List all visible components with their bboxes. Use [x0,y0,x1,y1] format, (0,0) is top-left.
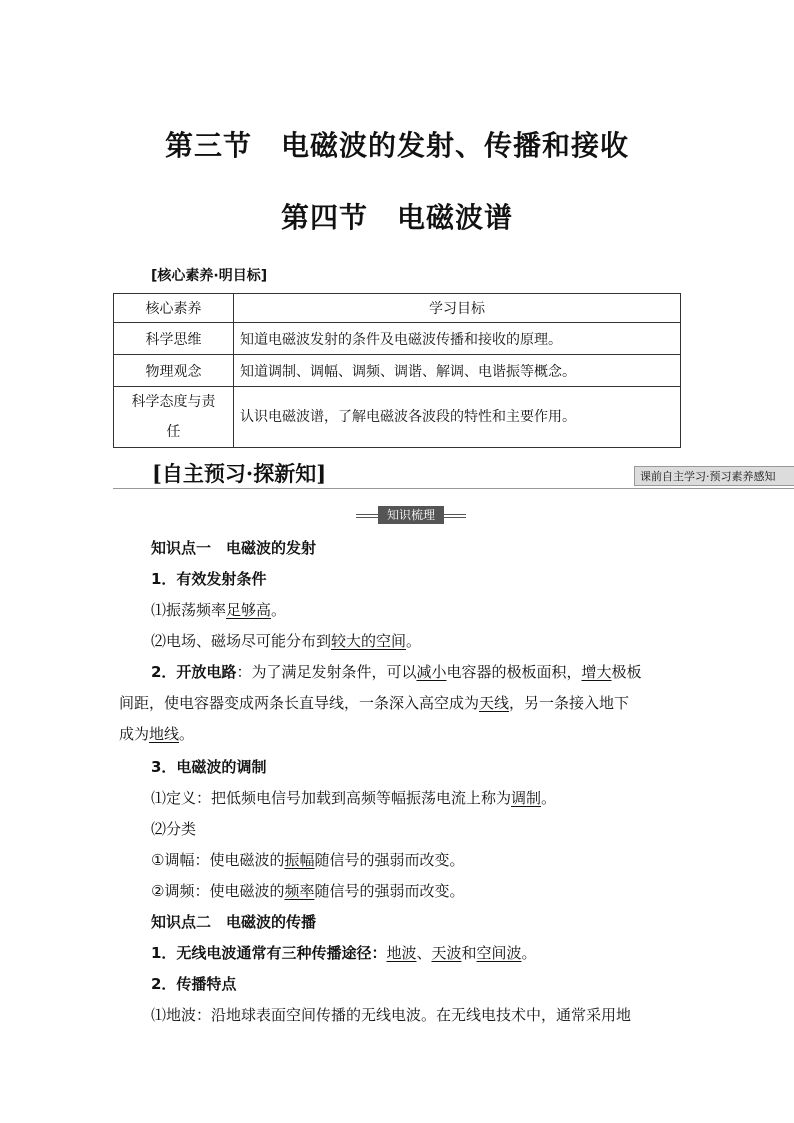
text-line [151,880,464,901]
text-span: ①调幅：使电磁波的 [151,851,285,869]
text-line [119,723,679,744]
text-line [151,661,642,682]
text-span: 随信号的强弱而改变。 [314,882,465,900]
chapter-title-section-4: 第四节 电磁波谱 [280,201,513,234]
table-cell-literacy: 科学思维 [114,323,234,355]
answer-underline: 地线 [149,725,180,743]
table-cell-literacy-line: 任 [166,424,181,440]
preview-section-tag: 课前自主学习·预习素养感知 [634,466,794,486]
text-span: 极板 [611,663,642,681]
table-cell-goal: 认识电磁波谱，了解电磁波各波段的特性和主要作用。 [234,387,681,448]
text-span: 间距，使电容器变成两条长直导线，一条深入高空成为 [119,694,480,712]
subsection-heading: 2．传播特点 [151,975,237,993]
table-cell-goal: 知道调制、调幅、调频、调谐、解调、电谐振等概念。 [234,355,681,387]
text-span: ，另一条接入地下 [509,694,630,712]
text-span: 电容器的极板面积， [446,663,582,681]
table-cell-literacy: 物理观念 [114,355,234,387]
answer-underline: 较大的空间 [331,632,407,650]
answer-underline: 振幅 [284,851,315,869]
text-span: ⑴定义：把低频电信号加载到高频等幅振荡电流上称为 [151,789,512,807]
table-row [114,387,681,448]
core-literacy-tag: [核心素养·明目标] [151,268,268,284]
text-span: 。 [271,601,287,619]
table-header-cell: 核心素养 [114,294,234,323]
text-line [151,630,421,651]
text-line [151,849,464,870]
answer-underline: 调制 [511,789,542,807]
answer-underline: 地波 [386,944,417,962]
knowledge-label [356,506,466,524]
text-span: 、 [416,944,432,962]
text-span: ⑴振荡频率 [151,601,227,619]
learning-goals-table [113,293,681,448]
answer-underline: 增大 [581,663,612,681]
text-span: ⑵电场、磁场尽可能分布到 [151,632,332,650]
text-span: 。 [521,944,537,962]
answer-underline: 空间波 [476,944,522,962]
answer-underline: 频率 [284,882,315,900]
text-span: 和 [461,944,477,962]
text-span: 1．无线电波通常有三种传播途径： [151,944,387,962]
text-line: ⑵分类 [151,820,197,838]
table-cell-literacy-line: 科学态度与责 [131,394,216,410]
table-header-cell: 学习目标 [234,294,681,323]
text-span: 。 [179,725,195,743]
text-span: 随信号的强弱而改变。 [314,851,465,869]
text-span: 。 [541,789,557,807]
text-span: 成为 [119,725,150,743]
table-row [114,355,681,387]
text-span: ：为了满足发射条件，可以 [236,663,417,681]
answer-underline: 天波 [431,944,462,962]
subsection-heading: 3．电磁波的调制 [151,758,267,776]
preview-section-title: [自主预习·探新知] [152,461,327,486]
table-cell-goal: 知道电磁波发射的条件及电磁波传播和接收的原理。 [234,323,681,355]
table-cell-literacy [114,387,234,448]
subsection-heading: 2．开放电路 [151,663,237,681]
subsection-heading: 1．有效发射条件 [151,570,267,588]
knowledge-point-heading: 知识点二 电磁波的传播 [151,913,317,931]
chapter-title-section-3: 第三节 电磁波的发射、传播和接收 [164,129,629,162]
knowledge-point-heading: 知识点一 电磁波的发射 [151,539,317,557]
text-line [151,787,556,808]
answer-underline: 足够高 [226,601,272,619]
knowledge-label-text: 知识梳理 [378,506,444,524]
text-line [151,942,537,963]
text-line: ⑴地波：沿地球表面空间传播的无线电波。在无线电技术中，通常采用地 [151,1006,632,1024]
answer-underline: 减小 [416,663,447,681]
table-header-row [114,294,681,323]
text-span: 。 [406,632,422,650]
text-line [151,599,286,620]
answer-underline: 天线 [479,694,510,712]
table-row [114,323,681,355]
text-line [119,692,679,713]
text-span: ②调频：使电磁波的 [151,882,285,900]
